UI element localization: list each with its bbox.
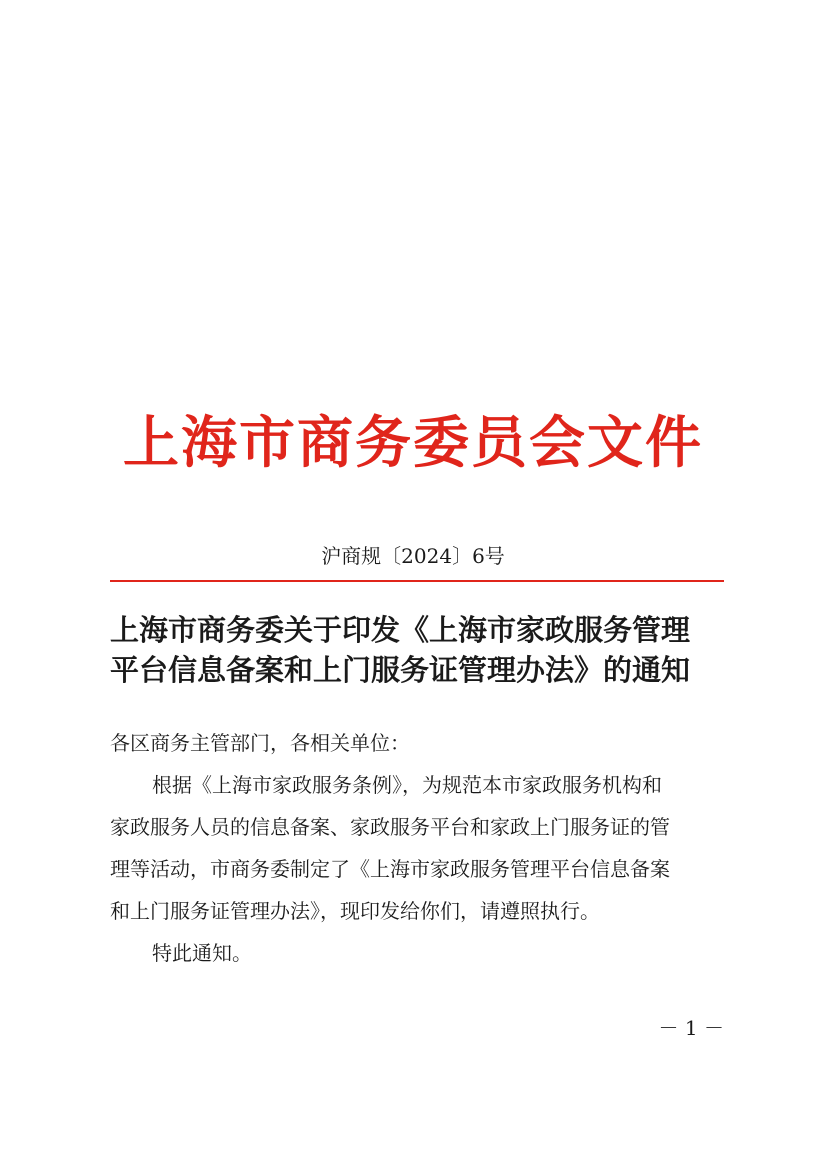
red-divider-line [110,580,724,582]
document-masthead: 上海市商务委员会文件 [123,410,703,476]
paragraph-line-2: 家政服务人员的信息备案、家政服务平台和家政上门服务证的管 [110,815,670,839]
paragraph-line-1: 根据《上海市家政服务条例》，为规范本市家政服务机构和 [152,773,662,797]
document-number: 沪商规〔2024〕6号 [321,544,505,568]
notice-body [110,722,724,974]
notice-title [110,610,726,690]
notice-title-line-2: 平台信息备案和上门服务证管理办法》的通知 [110,653,691,687]
salutation: 各区商务主管部门，各相关单位： [110,731,410,755]
paragraph-line-4: 和上门服务证管理办法》，现印发给你们，请遵照执行。 [110,899,600,923]
page-number: － 1 － [658,1016,724,1040]
notice-title-line-1: 上海市商务委关于印发《上海市家政服务管理 [110,613,691,647]
paragraph-line-3: 理等活动，市商务委制定了《上海市家政服务管理平台信息备案 [110,857,670,881]
closing-line: 特此通知。 [152,941,252,965]
